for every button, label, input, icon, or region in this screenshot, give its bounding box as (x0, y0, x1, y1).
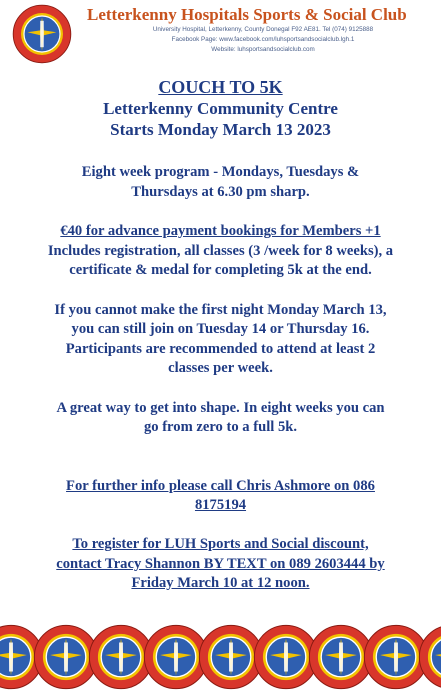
join-line-4: classes per week. (168, 360, 273, 376)
club-name: Letterkenny Hospitals Sports & Social Club (87, 5, 407, 24)
event-start-date: Starts Monday March 13 2023 (110, 120, 331, 139)
event-venue: Letterkenny Community Centre (103, 99, 338, 118)
register-line-1[interactable]: To register for LUH Sports and Social discount, (72, 536, 369, 552)
club-facebook: Facebook Page: www.facebook.com/luhsportsandsocialclub.lgh.1 (171, 36, 355, 43)
info-line-1[interactable]: For further info please call Chris Ashmore on 086 (66, 478, 375, 494)
club-crest-logo (12, 4, 72, 64)
join-line-1: If you cannot make the first night Monday March 13, (54, 302, 387, 318)
program-line-1: Eight week program - Mondays, Tuesdays & (81, 164, 360, 180)
program-line-2: Thursdays at 6.30 pm sharp. (131, 184, 310, 200)
shape-line-2: go from zero to a full 5k. (143, 419, 298, 435)
pricing-headline: €40 for advance payment bookings for Members +1 (60, 223, 381, 239)
info-line-2[interactable]: 8175194 (194, 497, 247, 513)
crest-footer (0, 622, 441, 691)
shape-line-1: A great way to get into shape. In eight weeks you can (56, 400, 385, 416)
club-website: Website: luhsportsandsocialclub.com (211, 46, 315, 53)
letterhead (0, 0, 441, 62)
register-line-2[interactable]: contact Tracy Shannon BY TEXT on 089 2603444 by (56, 556, 385, 572)
pricing-line-3: certificate & medal for completing 5k at the end. (69, 262, 372, 278)
club-address: University Hospital, Letterkenny, County Donegal F92 AE81. Tel (074) 9125888 (152, 26, 374, 33)
event-title: COUCH TO 5K (158, 77, 283, 97)
pricing-line-2: Includes registration, all classes (3 /week for 8 weeks), a (47, 243, 394, 259)
join-line-2: you can still join on Tuesday 14 or Thursday 16. (71, 321, 370, 337)
join-line-3: Participants are recommended to attend at least 2 (65, 341, 376, 357)
footer-crest-icon (418, 624, 441, 690)
register-line-3[interactable]: Friday March 10 at 12 noon. (131, 575, 310, 591)
